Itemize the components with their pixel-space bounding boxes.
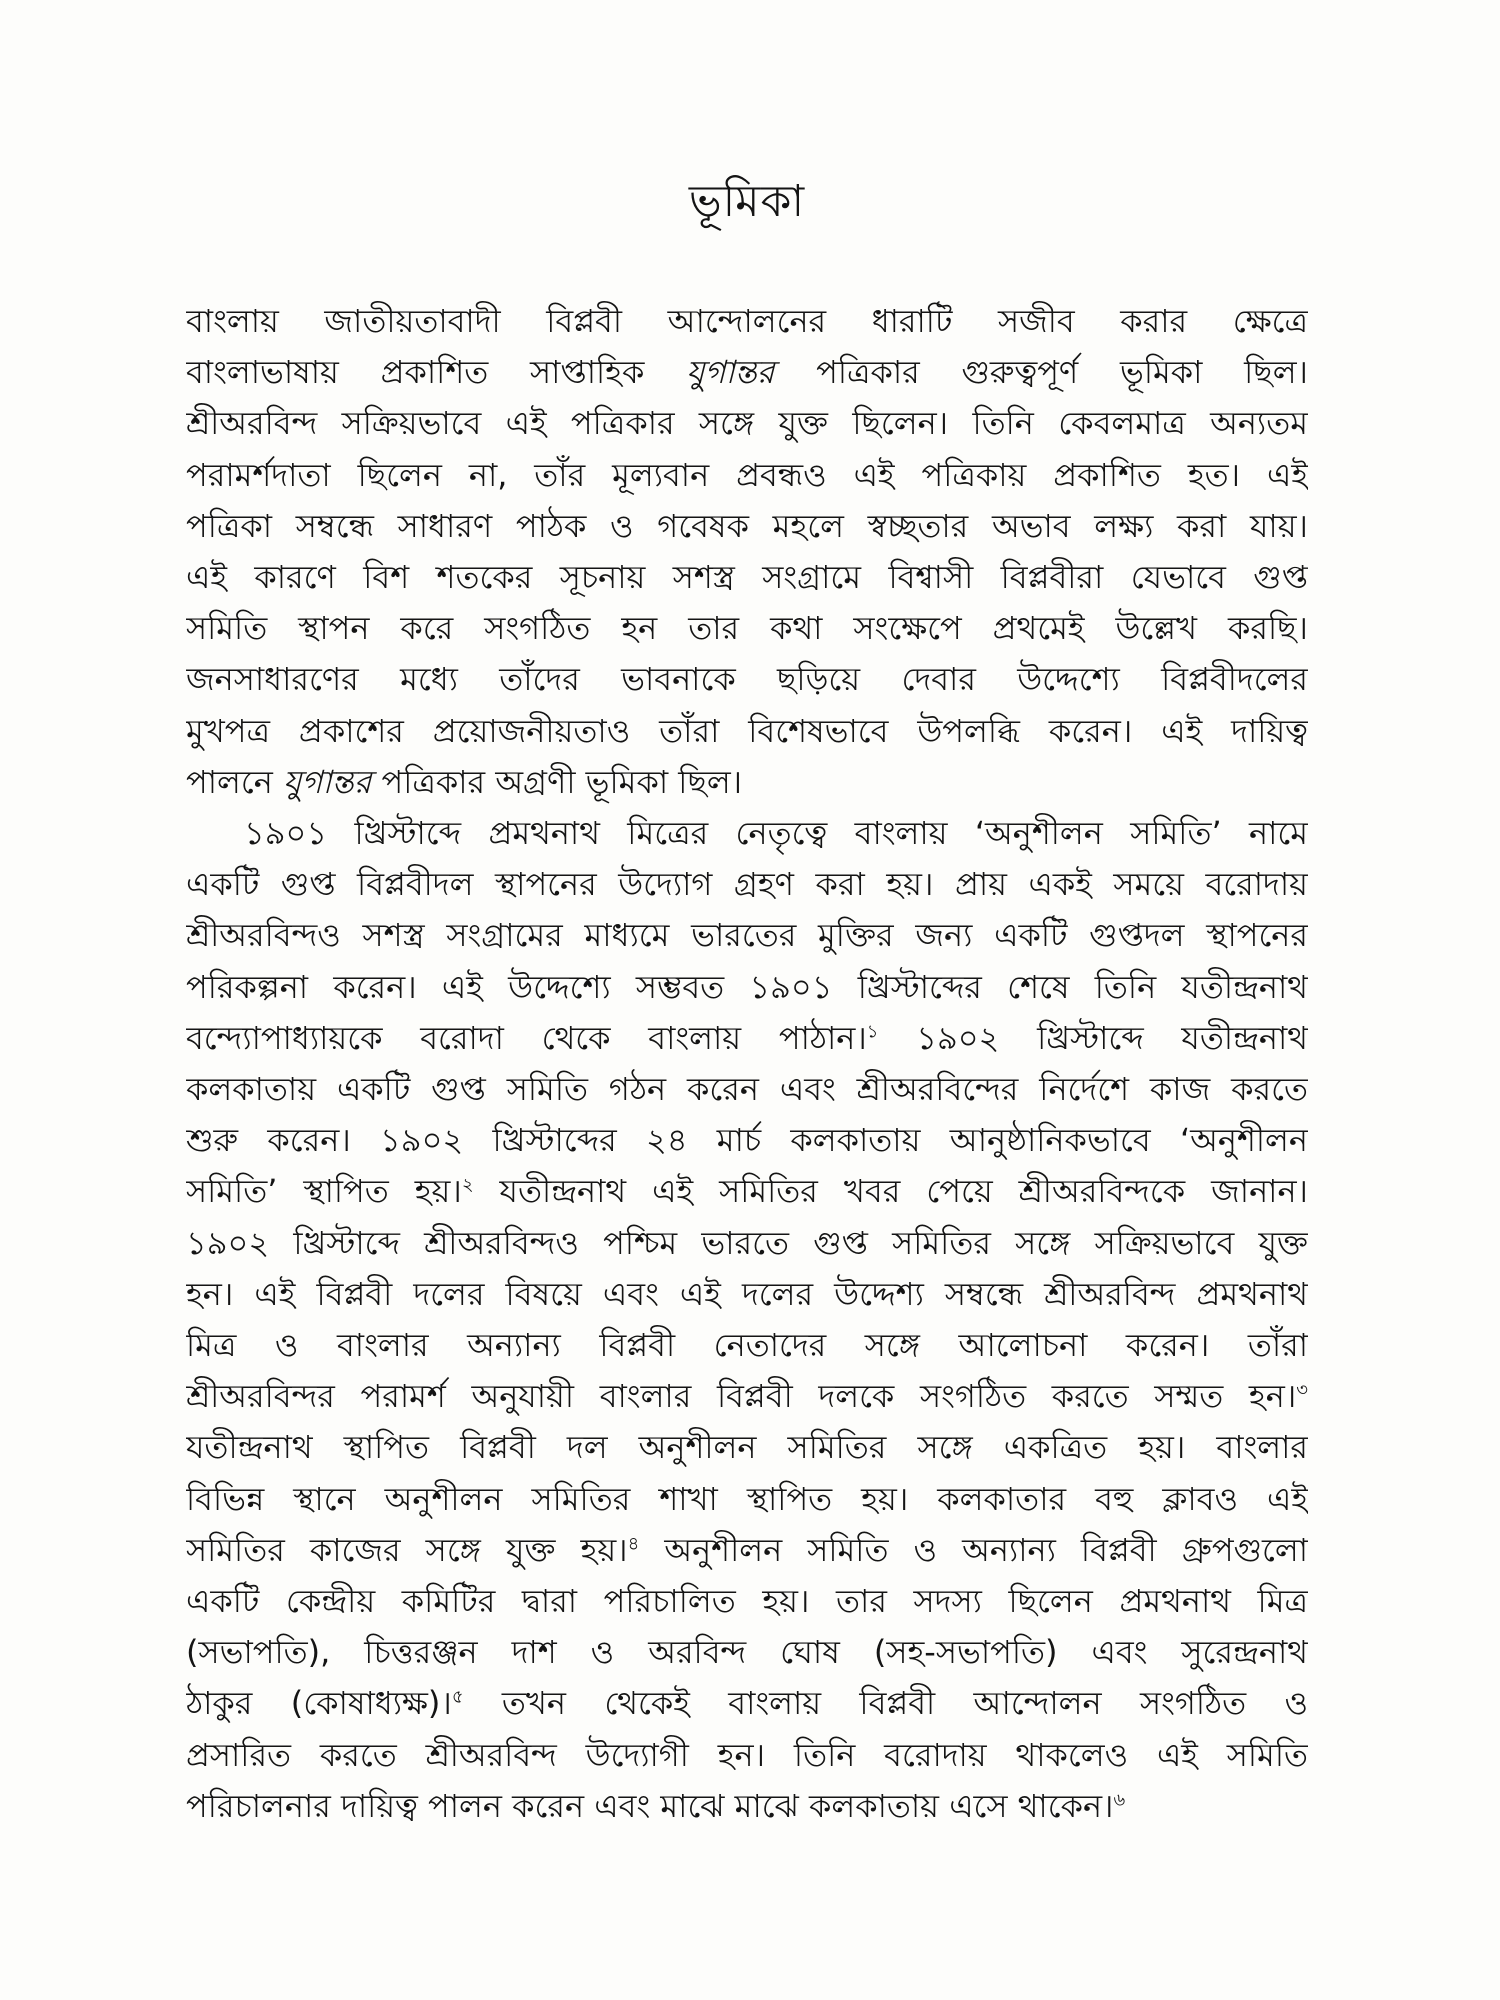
paragraph-2-line-15-text: সমিতির কাজের সঙ্গে যুক্ত হয়। — [186, 1530, 628, 1569]
paragraph-2-line-9: ১৯০২ খ্রিস্টাব্দে শ্রীঅরবিন্দও পশ্চিম ভারতে গুপ্ত সমিতির সঙ্গে সক্রিয়ভাবে যুক্ত — [186, 1223, 1308, 1262]
paragraph-2-line-14: বিভিন্ন স্থানে অনুশীলন সমিতির শাখা স্থাপিত হয়। কলকাতার বহু ক্লাবও এই — [186, 1479, 1308, 1518]
paragraph-2-line-18-rest: তখন থেকেই বাংলায় বিপ্লবী আন্দোলন সংগঠিত ও — [463, 1684, 1308, 1723]
paragraph-2-line-1: ১৯০১ খ্রিস্টাব্দে প্রমথনাথ মিত্রের নেতৃত্বে বাংলায় ‘অনুশীলন সমিতি’ নামে — [244, 814, 1308, 853]
paragraph-2-line-4: পরিকল্পনা করেন। এই উদ্দেশ্যে সম্ভবত ১৯০১ খ্রিস্টাব্দের শেষে তিনি যতীন্দ্রনাথ — [186, 967, 1308, 1006]
paragraph-2-line-10: হন। এই বিপ্লবী দলের বিষয়ে এবং এই দলের উদ্দেশ্য সম্বন্ধে শ্রীঅরবিন্দ প্রমথনাথ — [186, 1274, 1308, 1313]
footnote-ref-1: ১ — [866, 1021, 879, 1043]
paragraph-2-line-20-text: পরিচালনার দায়িত্ব পালন করেন এবং মাঝে মাঝে কলকাতায় এসে থাকেন। — [186, 1786, 1114, 1825]
page-footer — [0, 1940, 1500, 1960]
newspaper-title-jugantar: যুগান্তর — [282, 762, 372, 801]
paragraph-1-line-3: শ্রীঅরবিন্দ সক্রিয়ভাবে এই পত্রিকার সঙ্গে যুক্ত ছিলেন। তিনি কেবলমাত্র অন্যতম — [186, 404, 1308, 443]
paragraph-2-line-3: শ্রীঅরবিন্দও সশস্ত্র সংগ্রামের মাধ্যমে ভারতের মুক্তির জন্য একটি গুপ্তদল স্থাপনের — [186, 916, 1308, 955]
paragraph-2-line-19: প্রসারিত করতে শ্রীঅরবিন্দ উদ্যোগী হন। তিনি বরোদায় থাকলেও এই সমিতি — [186, 1735, 1308, 1774]
paragraph-1-line-2-text: বাংলাভাষায় প্রকাশিত সাপ্তাহিক — [186, 353, 687, 392]
paragraph-2 — [186, 808, 1308, 1832]
paragraph-1-line-2 — [186, 347, 1308, 398]
footnote-ref-3: ৩ — [1296, 1379, 1308, 1401]
paragraph-2-line-12 — [186, 1371, 1308, 1422]
paragraph-1-line-6: এই কারণে বিশ শতকের সূচনায় সশস্ত্র সংগ্রামে বিশ্বাসী বিপ্লবীরা যেভাবে গুপ্ত — [186, 558, 1308, 597]
paragraph-1-line-10-text: পালনে — [186, 762, 283, 801]
paragraph-1-line-8: জনসাধারণের মধ্যে তাঁদের ভাবনাকে ছড়িয়ে দেবার উদ্দেশ্যে বিপ্লবীদলের — [186, 660, 1308, 699]
paragraph-2-line-13: যতীন্দ্রনাথ স্থাপিত বিপ্লবী দল অনুশীলন সমিতির সঙ্গে একত্রিত হয়। বাংলার — [186, 1428, 1308, 1467]
paragraph-1-line-9: মুখপত্র প্রকাশের প্রয়োজনীয়তাও তাঁরা বিশেষভাবে উপলব্ধি করেন। এই দায়িত্ব — [186, 711, 1308, 750]
paragraph-1-line-7: সমিতি স্থাপন করে সংগঠিত হন তার কথা সংক্ষেপে প্রথমেই উল্লেখ করছি। — [186, 609, 1308, 648]
paragraph-2-line-6: কলকাতায় একটি গুপ্ত সমিতি গঠন করেন এবং শ্রীঅরবিন্দের নির্দেশে কাজ করতে — [186, 1070, 1308, 1109]
paragraph-1-line-1: বাংলায় জাতীয়তাবাদী বিপ্লবী আন্দোলনের ধারাটি সজীব করার ক্ষেত্রে — [186, 302, 1308, 340]
paragraph-2-line-18 — [186, 1678, 1308, 1729]
paragraph-2-line-2: একটি গুপ্ত বিপ্লবীদল স্থাপনের উদ্যোগ গ্রহণ করা হয়। প্রায় একই সময়ে বরোদায় — [186, 865, 1308, 904]
paragraph-2-line-16: একটি কেন্দ্রীয় কমিটির দ্বারা পরিচালিত হয়। তার সদস্য ছিলেন প্রমথনাথ মিত্র — [186, 1582, 1308, 1621]
page-title: ভূমিকা — [688, 176, 806, 227]
footnote-ref-6: ৬ — [1113, 1789, 1126, 1811]
footnote-ref-2: ২ — [461, 1174, 474, 1196]
paragraph-2-line-12-text: শ্রীঅরবিন্দর পরামর্শ অনুযায়ী বাংলার বিপ্লবী দলকে সংগঠিত করতে সম্মত হন। — [186, 1377, 1297, 1416]
paragraph-1-line-2-rest: পত্রিকার গুরুত্বপূর্ণ ভূমিকা ছিল। — [774, 353, 1308, 392]
paragraph-2-line-8-rest: যতীন্দ্রনাথ এই সমিতির খবর পেয়ে শ্রীঅরবিন্দকে জানান। — [473, 1172, 1308, 1211]
paragraph-2-line-18-text: ঠাকুর (কোষাধ্যক্ষ)। — [186, 1684, 452, 1723]
paragraph-2-line-17: (সভাপতি), চিত্তরঞ্জন দাশ ও অরবিন্দ ঘোষ (সহ-সভাপতি) এবং সুরেন্দ্রনাথ — [186, 1633, 1308, 1672]
paragraph-1-line-5: পত্রিকা সম্বন্ধে সাধারণ পাঠক ও গবেষক মহলে স্বচ্ছতার অভাব লক্ষ্য করা যায়। — [186, 506, 1308, 545]
paragraph-1 — [186, 296, 1308, 808]
footnote-ref-5: ৫ — [451, 1686, 464, 1708]
paragraph-2-line-15 — [186, 1525, 1308, 1576]
footnote-ref-4: ৪ — [627, 1533, 640, 1555]
paragraph-1-line-4: পরামর্শদাতা ছিলেন না, তাঁর মূল্যবান প্রবন্ধও এই পত্রিকায় প্রকাশিত হত। এই — [186, 455, 1308, 494]
paragraph-1-line-10-rest: পত্রিকার অগ্রণী ভূমিকা ছিল। — [371, 762, 743, 801]
paragraph-2-line-20 — [186, 1781, 1308, 1832]
paragraph-2-line-5 — [186, 1013, 1308, 1064]
paragraph-2-line-7: শুরু করেন। ১৯০২ খ্রিস্টাব্দের ২৪ মার্চ কলকাতায় আনুষ্ঠানিকভাবে ‘অনুশীলন — [186, 1121, 1308, 1160]
paragraph-2-line-8 — [186, 1166, 1308, 1217]
paragraph-2-line-11: মিত্র ও বাংলার অন্যান্য বিপ্লবী নেতাদের সঙ্গে আলোচনা করেন। তাঁরা — [186, 1326, 1308, 1365]
paragraph-2-line-15-rest: অনুশীলন সমিতি ও অন্যান্য বিপ্লবী গ্রুপগুলো — [639, 1530, 1308, 1569]
paragraph-2-line-5-rest: ১৯০২ খ্রিস্টাব্দে যতীন্দ্রনাথ — [878, 1018, 1308, 1057]
newspaper-title-jugantar: যুগান্তর — [686, 353, 775, 392]
paragraph-2-line-5-text: বন্দ্যোপাধ্যায়কে বরোদা থেকে বাংলায় পাঠান। — [186, 1018, 867, 1057]
paragraph-2-line-8-text: সমিতি’ স্থাপিত হয়। — [186, 1172, 462, 1211]
paragraph-1-line-10 — [186, 757, 1308, 808]
